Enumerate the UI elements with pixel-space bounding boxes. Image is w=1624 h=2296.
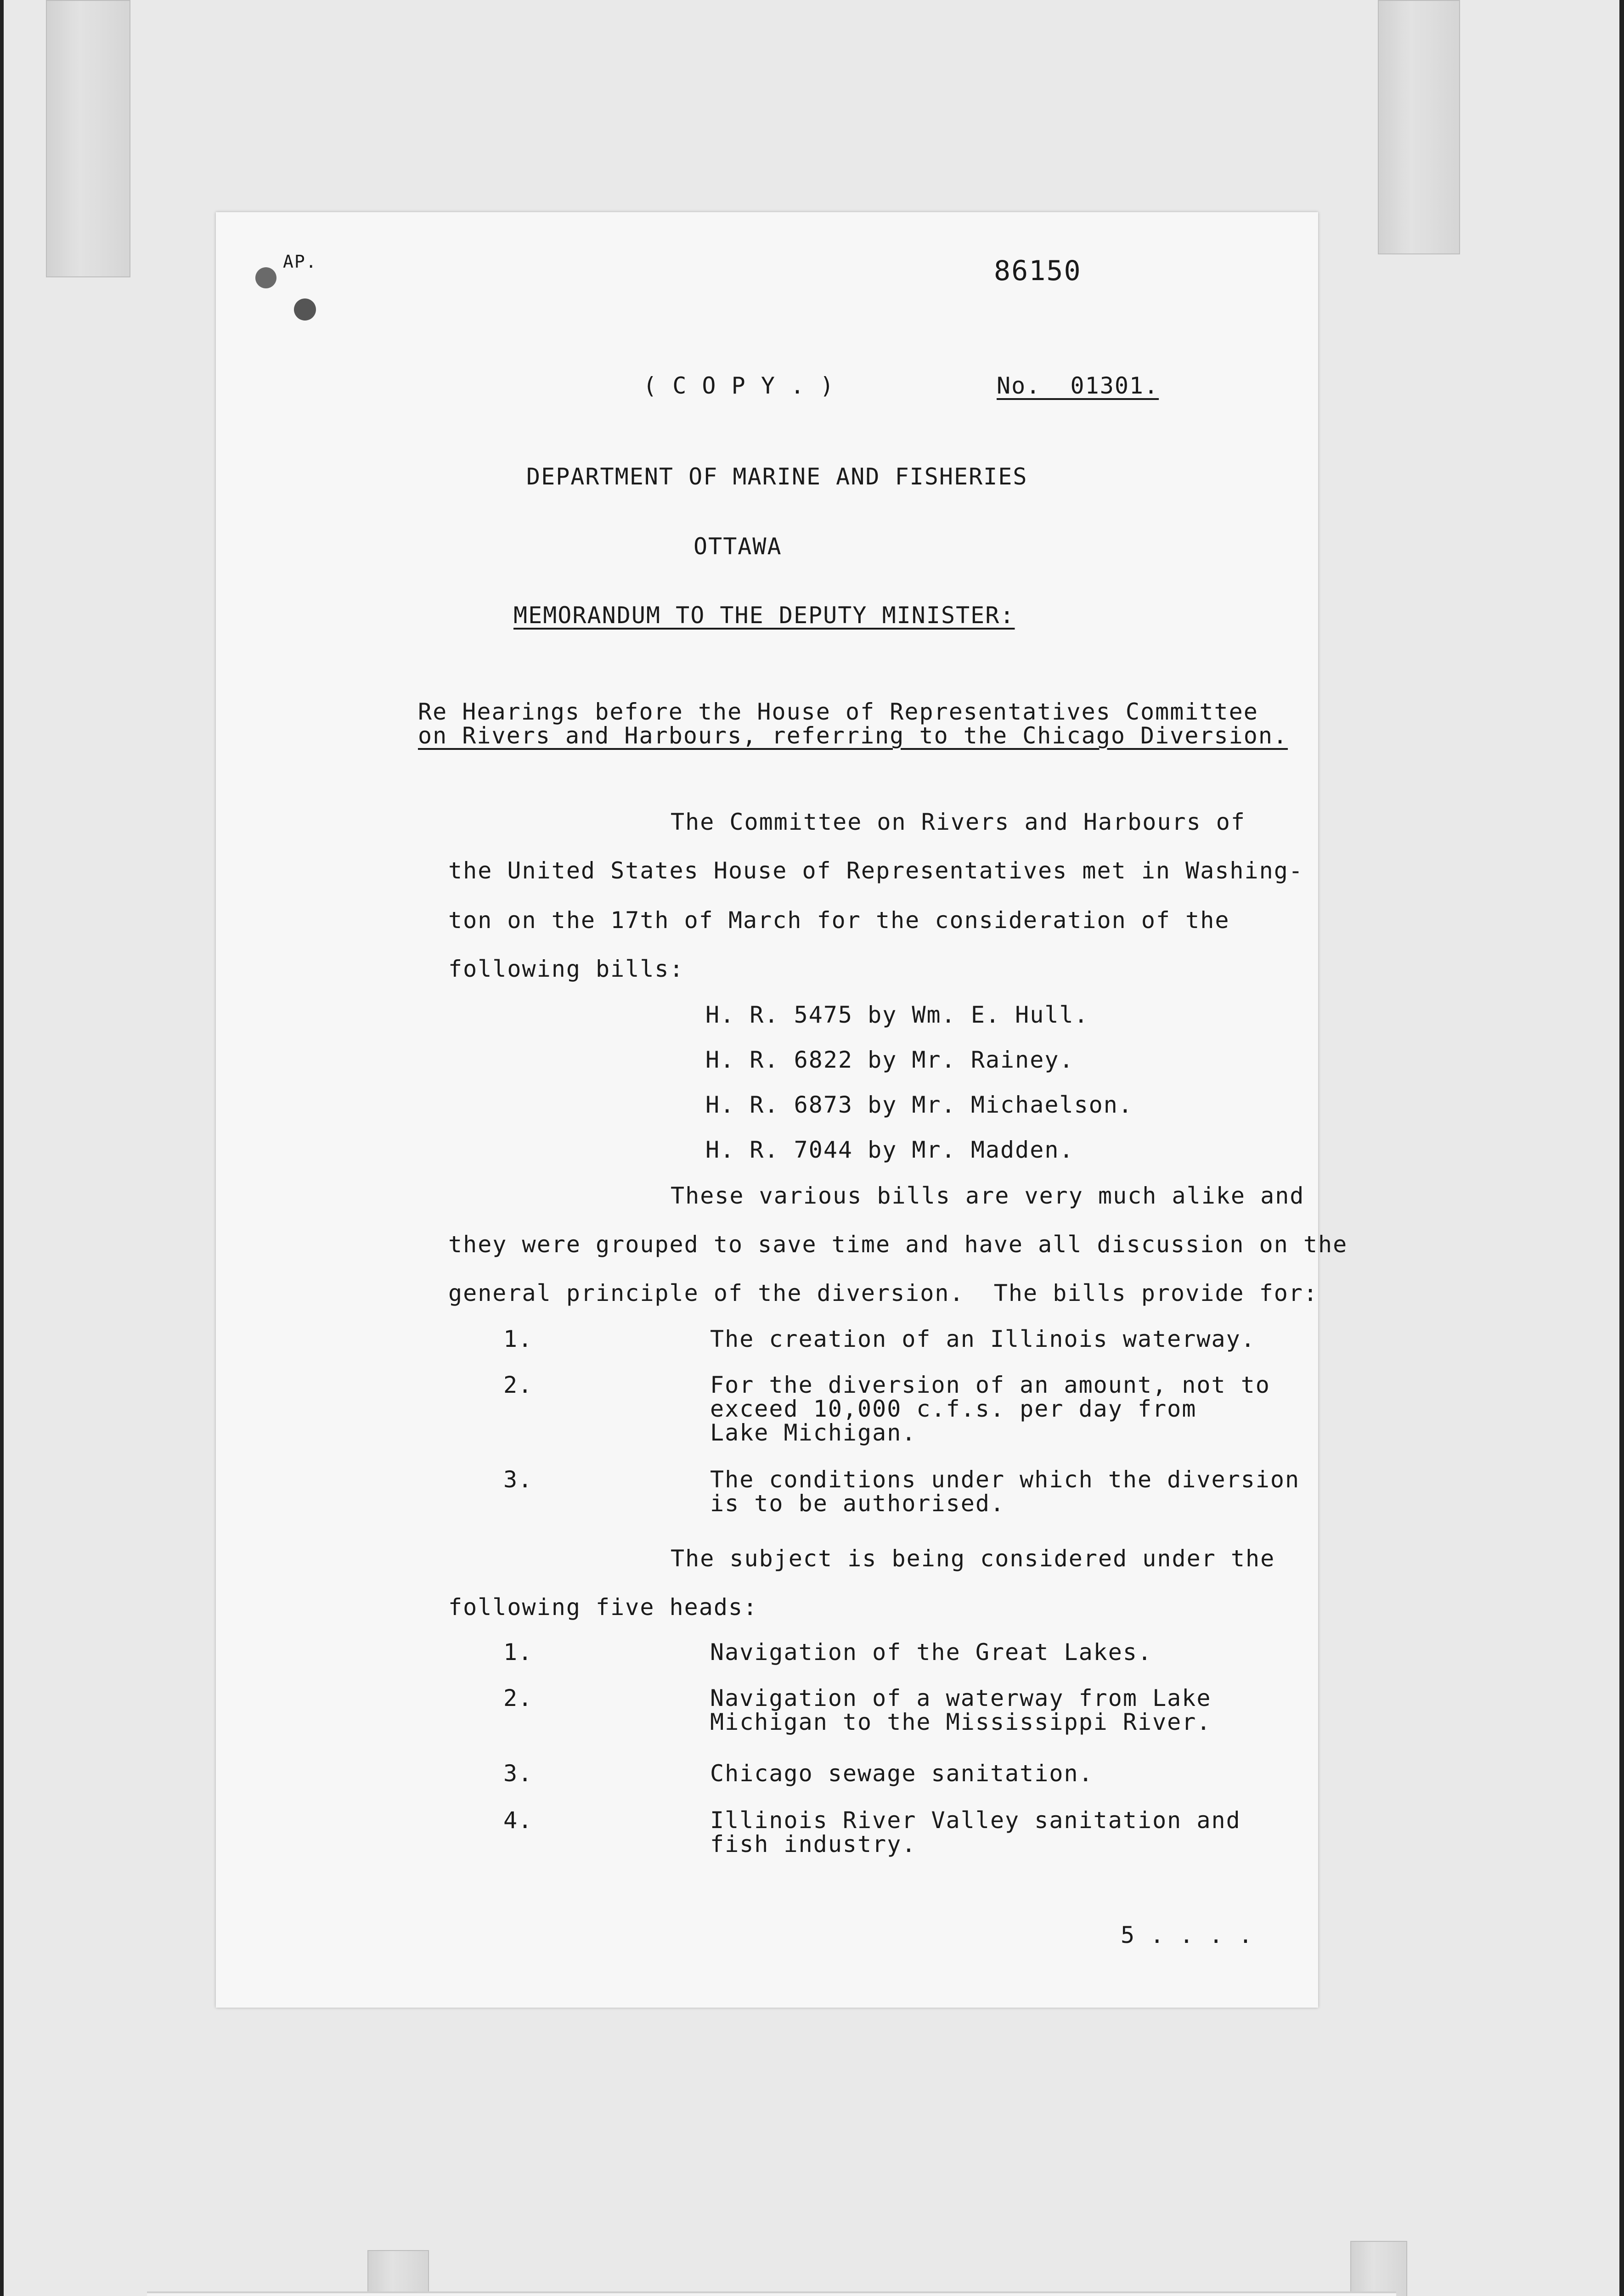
right-scan-edge [1619,0,1624,2296]
memo-sheet [216,212,1348,2008]
archive-label [147,2291,1396,2296]
bill-item: H. R. 6873 by Mr. Michaelson. [705,1092,1133,1118]
head-text: Michigan to the Mississippi River. [710,1709,1212,1735]
initials-mark: AP. [283,252,317,272]
para1-line1: The Committee on Rivers and Harbours of [671,809,1246,835]
para1-line3: ton on the 17th of March for the consideration of the [448,907,1230,934]
city-heading: OTTAWA [694,533,782,560]
bill-item: H. R. 7044 by Mr. Madden. [705,1137,1074,1163]
head-number: 3. [503,1760,533,1787]
head-number: 4. [503,1807,533,1834]
tape-top-left [46,0,130,277]
para3-line2: following five heads: [448,1594,758,1621]
copy-mark: ( C O P Y . ) [643,372,835,399]
provision-text: The creation of an Illinois waterway. [710,1326,1256,1352]
provision-number: 3. [503,1466,533,1493]
para1-line4: following bills: [448,956,684,982]
punch-hole-top [255,267,276,288]
bill-item: H. R. 5475 by Wm. E. Hull. [705,1002,1089,1028]
para2-line3: general principle of the diversion. The bills provide for: [448,1280,1319,1306]
left-scan-edge [0,0,4,2296]
tape-bottom-right [1350,2241,1407,2296]
provision-text: For the diversion of an amount, not to [710,1372,1270,1398]
head-text: fish industry. [710,1831,917,1857]
provision-text: The conditions under which the diversion [710,1466,1300,1493]
tape-bottom-left [367,2250,429,2296]
head-text: Chicago sewage sanitation. [710,1760,1094,1787]
subject-line-2: on Rivers and Harbours, referring to the Chicago Diversion. [418,722,1288,749]
archive-number: 86150 [994,255,1082,287]
head-number: 1. [503,1639,533,1666]
memo-title: MEMORANDUM TO THE DEPUTY MINISTER: [513,602,1015,629]
continuation-marker: 5 . . . . [1121,1922,1253,1948]
provision-number: 2. [503,1372,533,1398]
tape-top-right [1378,0,1460,254]
provision-text: exceed 10,000 c.f.s. per day from [710,1396,1197,1422]
head-text: Illinois River Valley sanitation and [710,1807,1241,1834]
file-number: No. 01301. [997,372,1159,399]
subject-line-1: Re Hearings before the House of Representatives Committee [418,698,1258,725]
head-text: Navigation of the Great Lakes. [710,1639,1153,1666]
provision-text: Lake Michigan. [710,1419,917,1446]
provision-number: 1. [503,1326,533,1352]
head-text: Navigation of a waterway from Lake [710,1685,1212,1711]
head-number: 2. [503,1685,533,1711]
para3-line1: The subject is being considered under the [671,1545,1275,1572]
punch-hole-bottom [294,298,316,321]
para1-line2: the United States House of Representatives met in Washing- [448,857,1303,884]
department-heading: DEPARTMENT OF MARINE AND FISHERIES [526,463,1028,490]
para2-line2: they were grouped to save time and have all discussion on the [448,1231,1348,1258]
bill-item: H. R. 6822 by Mr. Rainey. [705,1047,1074,1073]
provision-text: is to be authorised. [710,1490,1005,1517]
para2-line1: These various bills are very much alike and [671,1182,1305,1209]
